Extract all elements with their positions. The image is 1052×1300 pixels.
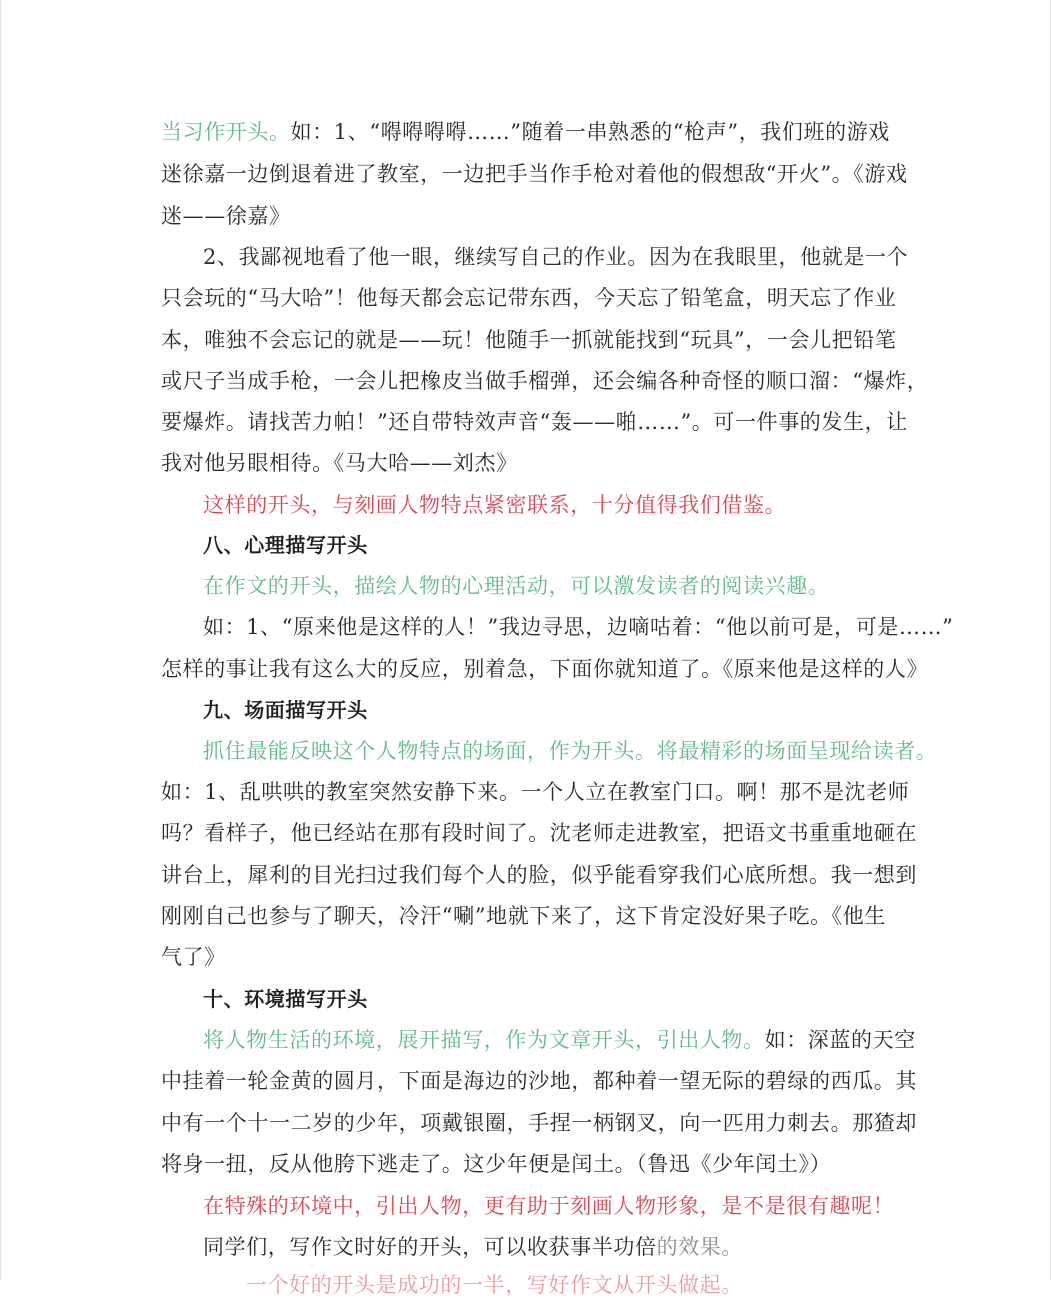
paragraph-line bbox=[161, 117, 893, 147]
paragraph-line: 我对他另眼相待。《马大哈——刘杰》 bbox=[161, 451, 518, 475]
highlight-green-text: 当习作开头。 bbox=[161, 120, 291, 144]
body-text: 如：深蓝的天空 bbox=[764, 1028, 916, 1052]
paragraph-line: 吗？看样子，他已经站在那有段时间了。沈老师走进教室，把语文书重重地砸在 bbox=[161, 821, 917, 845]
note-red: 这样的开头，与刻画人物特点紧密联系，十分值得我们借鉴。 bbox=[203, 493, 787, 517]
section-tip-9: 抓住最能反映这个人物特点的场面，作为开头。将最精彩的场面呈现给读者。 bbox=[203, 739, 938, 763]
paragraph-line: 讲台上，犀利的目光扫过我们每个人的脸，似乎能看穿我们心底所想。我一想到 bbox=[161, 863, 917, 887]
section-tip-8: 在作文的开头，描绘人物的心理活动，可以激发读者的阅读兴趣。 bbox=[203, 574, 830, 598]
closing-line bbox=[203, 1232, 935, 1262]
body-text: 同学们，写作文时好的开头，可以收获事半功倍 bbox=[203, 1235, 657, 1259]
paragraph-line bbox=[203, 1025, 935, 1055]
paragraph-line: 迷徐嘉一边倒退着进了教室，一边把手当作手枪对着他的假想敌“开火”。《游戏 bbox=[161, 162, 908, 186]
paragraph-line: 要爆炸。请找苦力帕！”还自带特效声音“轰——啪……”。可一件事的发生，让 bbox=[161, 410, 908, 434]
paragraph-line: 中有一个十一二岁的少年，项戴银圈，手捏一柄钢叉，向一匹用力刺去。那猹却 bbox=[161, 1111, 917, 1135]
paragraph-line: 只会玩的“马大哈”！他每天都会忘记带东西，今天忘了铅笔盒，明天忘了作业 bbox=[161, 286, 897, 310]
paragraph-line: 中挂着一轮金黄的圆月，下面是海边的沙地，都种着一望无际的碧绿的西瓜。其 bbox=[161, 1069, 917, 1093]
cutoff-line-container bbox=[1, 1262, 1052, 1297]
paragraph-line: 将身一扭，反从他胯下逃走了。这少年便是闰土。（鲁迅《少年闰土》） bbox=[161, 1152, 832, 1176]
paragraph-line: 气了》 bbox=[161, 945, 226, 969]
paragraph-line: 怎样的事让我有这么大的反应，别着急，下面你就知道了。《原来他是这样的人》 bbox=[161, 657, 929, 681]
paragraph-line: 2、我鄙视地看了他一眼，继续写自己的作业。因为在我眼里，他就是一个 bbox=[203, 245, 909, 269]
cutoff-line: 一个好的开头是成功的一半，写好作文从开头做起。 bbox=[246, 1273, 743, 1297]
paragraph-line: 或尺子当成手枪，一会儿把橡皮当做手榴弹，还会编各种奇怪的顺口溜：“爆炸， bbox=[161, 369, 929, 393]
paragraph-line: 迷——徐嘉》 bbox=[161, 204, 291, 228]
paragraph-line: 刚刚自己也参与了聊天，冷汗“唰”地就下来了，这下肯定没好果子吃。《他生 bbox=[161, 904, 886, 928]
section-heading-10: 十、环境描写开头 bbox=[203, 987, 368, 1011]
note-red: 在特殊的环境中，引出人物，更有助于刻画人物形象，是不是很有趣呢！ bbox=[203, 1194, 895, 1218]
section-heading-8: 八、心理描写开头 bbox=[203, 533, 368, 557]
paragraph-line: 如：1、乱哄哄的教室突然安静下来。一个人立在教室门口。啊！那不是沈老师 bbox=[161, 780, 910, 804]
paragraph-line: 如：1、“原来他是这样的人！”我边寻思，边嘀咕着：“他以前可是，可是……” bbox=[203, 615, 954, 639]
section-heading-9: 九、场面描写开头 bbox=[203, 698, 368, 722]
paragraph-line: 本，唯独不会忘记的就是——玩！他随手一抓就能找到“玩具”，一会儿把铅笔 bbox=[161, 328, 897, 352]
section-tip-10: 将人物生活的环境，展开描写，作为文章开头，引出人物。 bbox=[203, 1028, 765, 1052]
body-text: 如：1、“嘚嘚嘚嘚……”随着一串熟悉的“枪声”，我们班的游戏 bbox=[290, 120, 890, 144]
body-text-faded: 的效果。 bbox=[656, 1235, 744, 1259]
